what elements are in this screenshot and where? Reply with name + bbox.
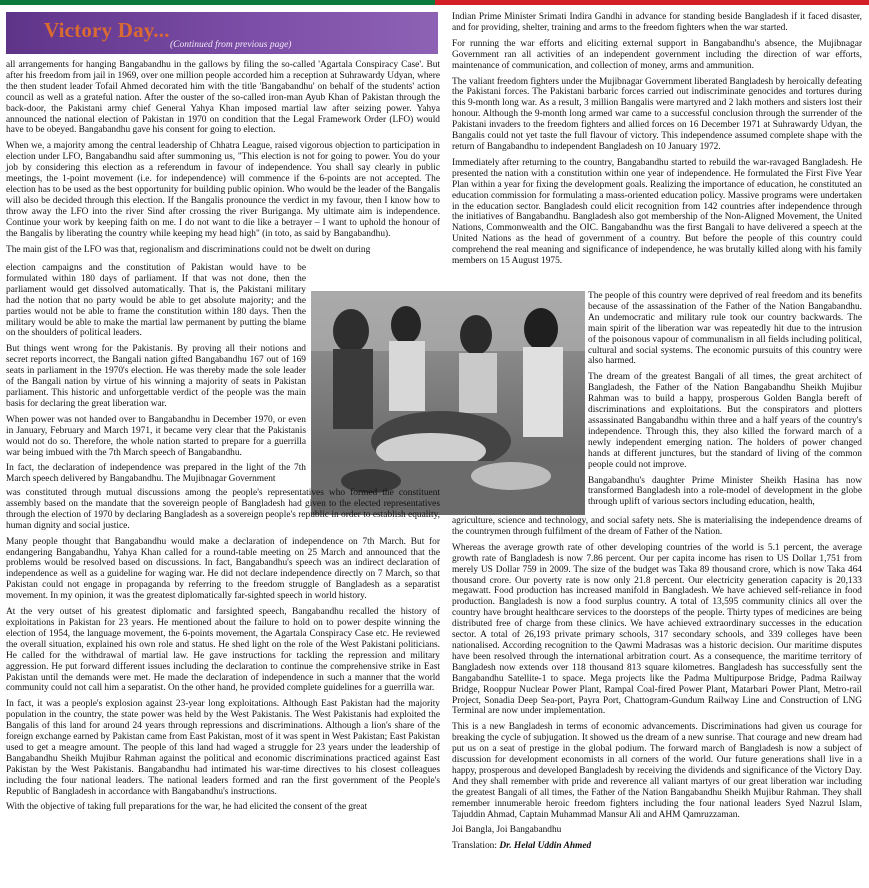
paragraph: Indian Prime Minister Srimati Indira Gandhi in advance for standing beside Bangladesh if it faced disaster, and for providing, shelter, training and arms to the freedom fighters when the war started. (452, 12, 862, 33)
paragraph: agriculture, science and technology, and social safety nets. She is materialising the independence dreams of the countrymen through fulfilment of the dream of Father of the Nation. (452, 516, 862, 537)
paragraph: This is a new Bangladesh in terms of economic advancements. Discriminations had given us courage for breaking the cycle of subjugation. It showed us the dream of a new sunrise. That courage and new dream had put us on a seat of prestige in the global podium. The forward march of Bangladesh is now a subject of discussion for development economists in all corners of the world. Our future generations shall live in a happy, prosperous and developed Bangladesh by receiving the dividends and significance of the Victory Day. And they shall remember with pride and reverence all valiant martyrs of our great liberation war including the greatest Bangali of all times, the Father of the Nation Bangabandhu Sheikh Mujibur Rahman. They shall remember innumerable heroic freedom fighters including the four national leaders Syed Nazrul Islam, Tajuddin Ahmad, Captain Muhammad Mansur Ali and AHM Qamruzzaman. (452, 722, 862, 820)
paragraph: At the very outset of his greatest diplomatic and farsighted speech, Bangabandhu recalled the history of exploitations in Pakistan for 23 years. He mentioned about the failure to hold on to power despite winning the election of 1954, the language movement, the 6-points movement, the Agartala Conspiracy Case etc. He reviewed the overall situation, explained his own role and status. He shed light on the role of the West Pakistani politicians. He called for the withdrawal of martial law. He gave instructions for tackling the repression and military aggression. He put forward different issues including the declaration to continue the comprehensive strike in East Pakistan until the demands were met. He made the declaration of independence in such a manner that the world community could not call him a separatist. On the other hand, he provided complete guidelines for a guerrilla war. (6, 607, 440, 694)
right-column-wrap (588, 291, 862, 513)
paragraph: Bangabandhu's daughter Prime Minister Sheikh Hasina has now transformed Bangladesh into a role-model of development in the globe through uplift of various sectors including education, health, (588, 475, 862, 508)
translation-credit (452, 841, 862, 852)
paragraph: The valiant freedom fighters under the Mujibnagar Government liberated Bangladesh by heroically defeating the Pakistani forces. The Pakistani barbaric forces carried out indiscriminate genocides and tortures during this 9-month long war. As a result, 3 million Bangalis were martyred and 2 lakh mothers and sisters lost their honour. Although the 9-month long armed war came to a successful conclusion through the surrender of the Pakistani invaders to the freedom fighters and allied forces on 16 December 1971 at Suhrawardy Udyan, the Bangalis could not yet taste the full flavour of victory. This independence assumed complete shape with the return of Bangabandhu to independent Bangladesh on 10 January 1972. (452, 76, 862, 152)
paragraph: Whereas the average growth rate of other developing countries of the world is 5.1 percent, the average growth rate of Bangladesh is now 7.86 percent. Our per capita income has risen to US Dollar 1,751 from merely US Dollar 759 in 2009. The size of the budget was Taka 89 thousand crore, which is now Taka 464 thousand crore. Our poverty rate is now only 21.8 percent. Our electricity generation capacity is 20,133 megawatt. Food production has increased manifold in Bangladesh. We have achieved self-reliance in food production. Bangladesh is now a food surplus country. A total of 13,595 community clinics all over the country have brought healthcare services to the doorsteps of the people. Thirty types of medicines are being distributed free of charge from these clinics. We have achieved extraordinary successes in the education sector. A total of 26,193 private primary schools, 317 secondary schools, and 339 colleges have been nationalised. According recognition to the Qawmi Madrasas was a historic decision. Our maritime disputes have been resolved through the international arbitration court. As a consequence, the maritime territory of Bangladesh now extends over 118 thousand 813 square kilometres. Bangladesh has successfully sent the Bangabandhu Satellite-1 to space. Mega projects like the Padma Multipurpose Bridge, Padma Railway Bridge, Rooppur Nuclear Power Plant, Rampal Coal-fired Power Plant, Matarbari Power Plant, Metro-rail Project, Sonadia Deep Sea-port, Payra Port, Chattogram-Gundum Railway Line and Construction of LNG Terminal are now under implementation. (452, 542, 862, 717)
paragraph: all arrangements for hanging Bangabandhu in the gallows by filing the so-called 'Agartala Conspiracy Case'. But after his freedom from jail in 1969, over one million people accorded him a reception at Suhrawardy Udyan, where the then student leader Tofail Ahmed decorated him with the title 'Bangabandhu' on behalf of the students' action council as well as a grateful nation. After the ouster of the so-called iron-man Ayub Khan of Pakistan through the back-door, the Pakistani army chief General Yahya Khan imposed martial law after seizing power. Yahya announced the national election of Pakistan in 1970 on condition that the Legal Framework Order (LFO) would have to be obeyed. Bangabandhu gave his consent for going to election. (6, 60, 440, 136)
paragraph: With the objective of taking full preparations for the war, he had elicited the consent of the great (6, 802, 368, 813)
paragraph: In fact, the declaration of independence was prepared in the light of the 7th March speech delivered by Bangabandhu. The Mujibnagar Government (6, 463, 306, 485)
paragraph: But things went wrong for the Pakistanis. By proving all their notions and secret reports incorrect, the Bangali nation gifted Bangabandhu 167 out of 169 seats in parliament in the 1970's election. He was thereby made the sole leader of the Bangali nation by virtue of his winning a majority of seats in Pakistan parliament. This historic and unforgettable verdict of the people was the main basis for declaring the great liberation war. (6, 344, 306, 409)
paragraph: Many people thought that Bangabandhu would make a declaration of independence on 7th March. But for endangering Bangabandhu, Yahya Khan called for a round-table meeting on 25 March and announced that the problems would be resolved based on discussions. In fact, Bangabandhu's speech was an indirect declaration of independence as well as a guideline for waging war. He did not declare independence directly on 7 March, so that Pakistan could not engage in propaganda by referring to the freedom struggle of Bangladesh as a separatist movement. In my opinion, it was the greatest diplomatically far-sighted speech in world history. (6, 536, 440, 602)
left-column-top (6, 60, 440, 260)
paragraph: The dream of the greatest Bangali of all times, the great architect of Bangladesh, the Father of the Nation Bangabandhu Sheikh Mujibur Rahman was to build a happy, prosperous Golden Bangla bereft of discriminations and exploitations. But the conspirators and plotters assassinated Bangabandhu within three and a half years of the country's independence. Through this, they also killed the forward march of a newly independent emerging nation. The holders of power changed hands at different junctures, but the standard of living of the common people could not improve. (588, 372, 862, 470)
photo-illustration (311, 291, 585, 515)
article-subtitle: (Continued from previous page) (170, 40, 292, 50)
paragraph: For running the war efforts and eliciting external support in Bangabandhu's absence, the Mujibnagar Government ran all activities of an independent government including the direction of war efforts, maintenance of communication, and collection of money, arms and ammunition. (452, 38, 862, 71)
historical-photo (311, 291, 585, 515)
paragraph: In fact, it was a people's explosion against 23-year long exploitations. Although East Pakistan had the majority population in the country, the state power was held by the West Pakistanis. The West Pakistanis had exploited the Bangalis of this land for around 24 years through repressions and discriminations. Although a lion's share of the foreign exchange earned by Pakistan came from East Pakistan, most of it was spent in West Pakistan; East Pakistan used to get a meagre amount. The people of this land had waged a struggle for 23 years under the leadership of Bangabandhu Sheikh Mujibur Rahman against the political and economic discriminations practiced against East Pakistan by the West Pakistanis. Bangabandhu had intimated his war-time directives to his closest colleagues including the four national leaders. The national leaders formed and ran the first government of the People's Republic of Bangladesh in accordance with Bangabandhu's instructions. (6, 699, 440, 797)
top-color-bar (0, 0, 869, 5)
top-bar-green (0, 0, 435, 5)
translation-label: Translation: (452, 841, 497, 852)
paragraph: Immediately after returning to the country, Bangabandhu started to rebuild the war-ravaged Bangladesh. He presented the nation with a constitution within one year of independence. He formulated the First Five Year Plan within a year for fixing the development goals. Realizing the importance of education, he constituted an education commission for formulating a mass-oriented education policy. Massive programs were undertaken in the education sector. Bangladesh could elicit recognition from 142 countries after independence through the initiatives of Bangabandhu. Bangladesh also got membership of the Non-Aligned Movement, the United Nations, Commonwealth and the OIC. Bangabandhu was the first Bangali to have delivered a speech at the United Nations as the head of government of a country. But before the people of this country could comprehend the real meaning and significance of independence, he was brutally killed along with his family members on 15 August 1975. (452, 157, 862, 267)
paragraph: When power was not handed over to Bangabandhu in December 1970, or even in January, February and March 1971, it became very clear that the Pakistanis would not do so. Therefore, the whole nation started to prepare for a guerrilla war being imbued with the 7th March speech of Bangabandhu. (6, 414, 306, 458)
paragraph: The people of this country were deprived of real freedom and its benefits because of the assassination of the Father of the Nation Bangabandhu. An undemocratic and military rule took our country backwards. The main spirit of the liberation war was repeatedly hit due to the intrusion of the poisonous vapour of communalism in all fields including political, cultural and social systems. The economic pursuits of this country were also harmed. (588, 291, 862, 367)
right-column-top (452, 12, 862, 272)
left-column-wrap (6, 263, 306, 490)
right-column-bottom (452, 516, 862, 857)
paragraph: The main gist of the LFO was that, regionalism and discriminations could not be dwelt on during (6, 244, 371, 255)
top-bar-red (435, 0, 869, 5)
translator-name: Dr. Helal Uddin Ahmed (499, 841, 592, 852)
paragraph: was constituted through mutual discussions among the people's representatives who formed the constituent assembly based on the mandate that the sovereign people of Bangladesh had given to the elected representatives through the election of 1970 by declaring Bangladesh as a sovereign people's republic in order to establish equality, human dignity and social justice. (6, 488, 440, 531)
closing-slogan: Joi Bangla, Joi Bangabandhu (452, 825, 562, 836)
paragraph: When we, a majority among the central leadership of Chhatra League, raised vigorous objection to participation in election under LFO, Bangabandhu said after summoning us, "This election is not for going to power. You do your job by considering this election as a referendum in favour of independence. You shall say clearly in public meetings, the 1-point movement (i.e. for independence) will commence if the 6-points are not accepted. The election has to be used as the best opportunity for building public opinion. Who would be the leader of the Bangalis will also be decided through this election. If the Bangalis pronounce the verdict in my favour, then I know how to throw away the LFO into the river Sind after crossing the river Buriganga. My ultimate aim is independence. Continue your work by keeping faith on me. I do not want to die like a betrayer – I want to uphold the honour of the Bangalis by liberating the country while keeping my head high" (in toto, as said by Bangabandhu). (6, 141, 440, 239)
article-title: Victory Day... (44, 18, 170, 42)
paragraph: election campaigns and the constitution of Pakistan would have to be formulated within 180 days of parliament. If that was not done, then the parliament would get dissolved automatically. That is, the Pakistani military had the notion that no party would be able to get absolute majority; and the parties would not be able to frame the constitution within 180 days. Then the military would be able to make the martial law permanent by putting the blame on the shoulders of political leaders. (6, 263, 306, 339)
article-banner (6, 12, 438, 54)
left-column-bottom (6, 488, 440, 818)
